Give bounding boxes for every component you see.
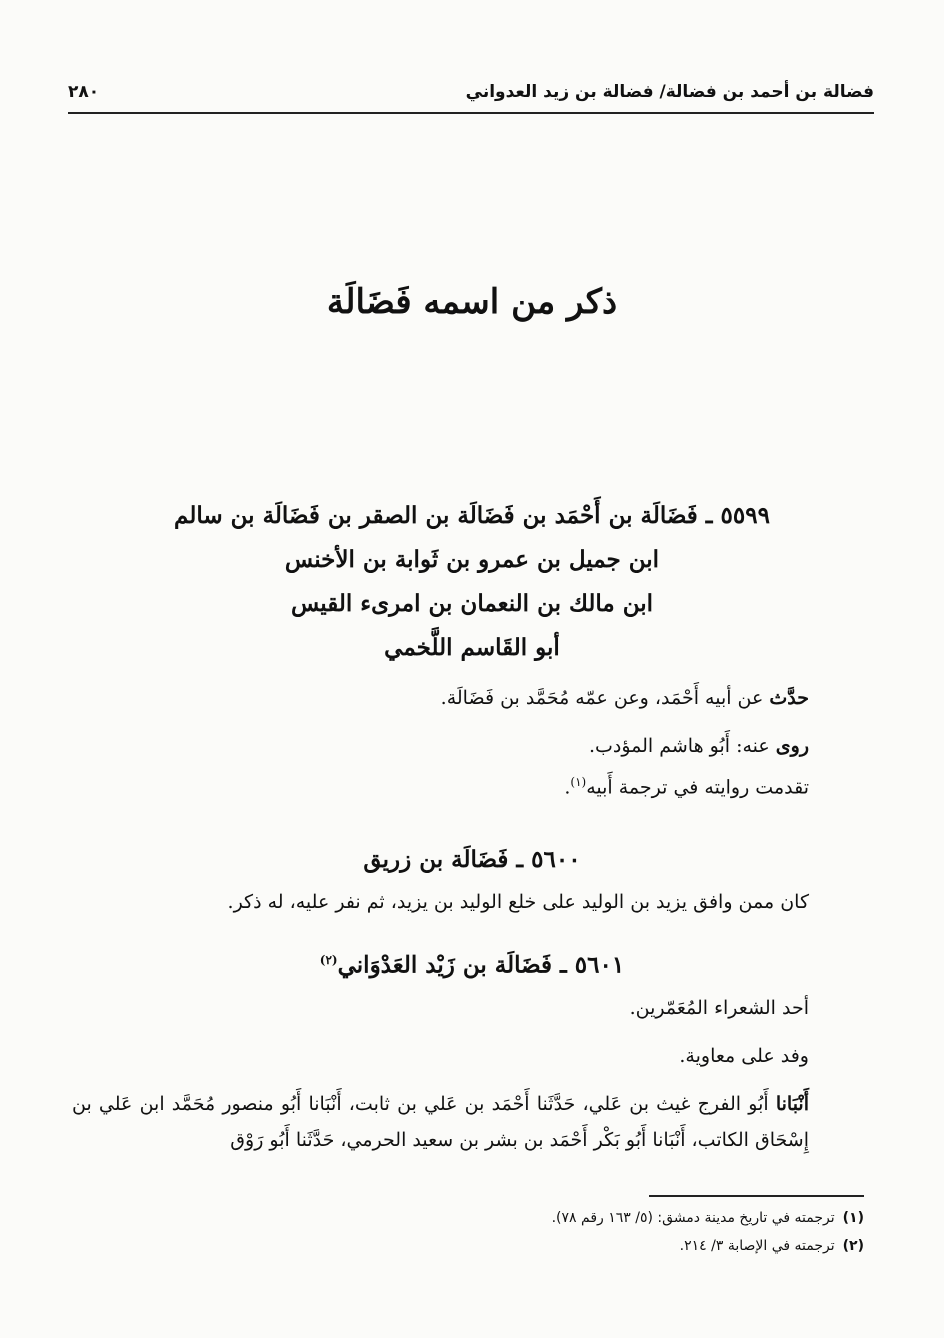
paragraph-text: كان ممن وافق يزيد بن الوليد على خلع الوليد بن يزيد، ثم نفر عليه، له ذكر. xyxy=(227,891,809,913)
footnotes xyxy=(72,1204,864,1260)
footnote-divider xyxy=(649,1195,864,1197)
running-header xyxy=(68,72,874,114)
entry-heading-line: ابن جميل بن عمرو بن ثَوابة بن الأخنس xyxy=(284,546,660,573)
footnote-text: ترجمته في تاريخ مدينة دمشق: (٥/ ١٦٣ رقم ٧٨). xyxy=(551,1210,835,1226)
paragraph xyxy=(72,764,809,805)
entry-5600-body xyxy=(72,884,809,920)
paragraph xyxy=(72,1038,809,1074)
paragraph xyxy=(72,990,809,1026)
paragraph-lead: روى xyxy=(775,735,809,757)
footnote-number: (٢) xyxy=(842,1238,864,1254)
footnote xyxy=(72,1204,864,1232)
entry-heading-line: أبو القَاسم اللَّخمي xyxy=(384,634,560,661)
paragraph-lead: أَنْبَانا xyxy=(775,1093,809,1115)
entry-5601 xyxy=(72,938,872,988)
footnote-number: (١) xyxy=(842,1210,864,1226)
paragraph-text: عنه: أَبُو هاشم المؤدب. xyxy=(588,735,776,757)
paragraph-text: تقدمت روايته في ترجمة أَبيه xyxy=(586,776,809,799)
entry-heading-line xyxy=(72,938,872,988)
paragraph-lead: حدَّث xyxy=(769,687,809,709)
entry-heading-line: ابن مالك بن النعمان بن امرىء القيس xyxy=(290,590,654,617)
entry-5599 xyxy=(72,494,872,670)
paragraph-text: أَبُو الفرج غيث بن عَلي، حَدَّثَنا أَحْمَد بن عَلي بن ثابت، أَنْبَانا أَبُو منصور مُحَمَّد ابن عَلي بن إِسْحَاق الكاتب، أَنْبَانا أَبُو بَكْر أَحْمَد بن بشر بن سعيد الحرمي، حَدَّثَنا أَبُو رَوْق xyxy=(72,1093,809,1151)
footnote xyxy=(72,1232,864,1260)
paragraph-text: عن أبيه أَحْمَد، وعن عمّه مُحَمَّد بن فَضَالَة. xyxy=(440,687,770,709)
paragraph-tail: . xyxy=(564,776,571,799)
paragraph-text: وفد على معاوية. xyxy=(679,1045,809,1067)
footnote-ref[interactable]: (٢) xyxy=(319,953,338,967)
entry-5599-body xyxy=(72,680,809,805)
page-number: ٢٨٠ xyxy=(68,82,100,102)
entry-5601-body xyxy=(72,990,809,1158)
entry-heading-line: ٥٥٩٩ ـ فَضَالَة بن أَحْمَد بن فَضَالَة بن الصقر بن فَضَالَة بن سالم xyxy=(174,502,770,529)
paragraph-text: أحد الشعراء المُعَمّرين. xyxy=(629,997,809,1019)
paragraph xyxy=(72,728,809,764)
paragraph xyxy=(72,1086,809,1158)
paragraph xyxy=(72,884,809,920)
footnote-ref[interactable]: (١) xyxy=(570,775,587,789)
entry-heading-text: ٥٦٠١ ـ فَضَالَة بن زَيْد العَدْوَاني xyxy=(337,951,625,979)
footnote-text: ترجمته في الإصابة ٣/ ٢١٤. xyxy=(679,1238,835,1254)
running-title: فضالة بن أحمد بن فضالة/ فضالة بن زيد العدواني xyxy=(465,82,874,102)
section-title: ذكر من اسمه فَضَالَة xyxy=(326,282,618,322)
paragraph xyxy=(72,680,809,716)
entry-heading-line: ٥٦٠٠ ـ فَضَالَة بن زريق xyxy=(363,846,581,873)
entry-5600 xyxy=(72,838,872,882)
